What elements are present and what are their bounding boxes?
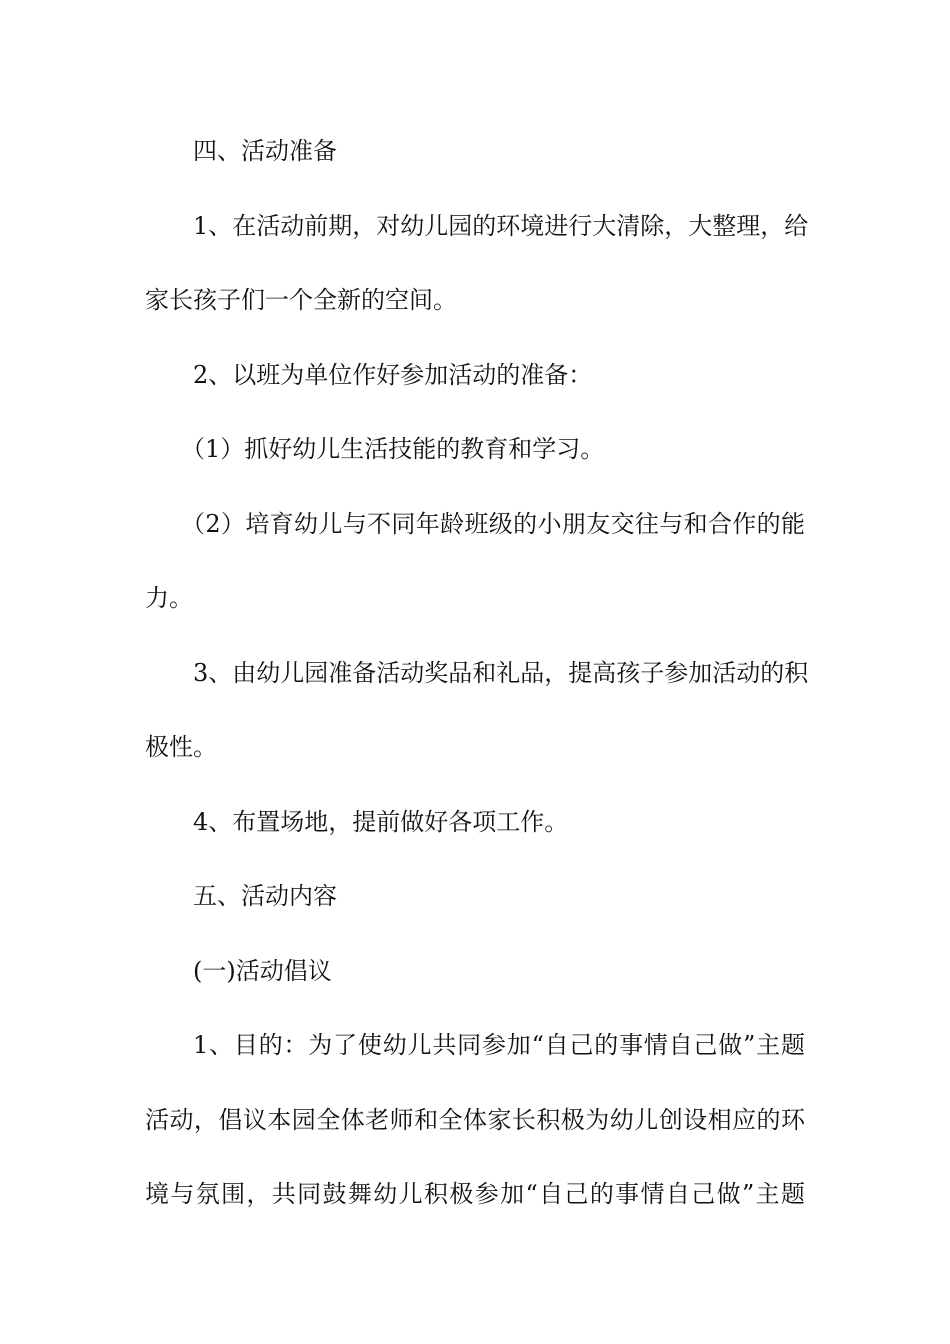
paragraph-line: （2）培育幼儿与不同年龄班级的小朋友交往与和合作的能 (181, 510, 805, 538)
section-heading-activity-content: 五、活动内容 (193, 882, 337, 910)
paragraph-line: 3、由幼儿园准备活动奖品和礼品，提高孩子参加活动的积 (193, 659, 809, 687)
paragraph-line: 1、目的：为了使幼儿共同参加“自己的事情自己做”主题 (193, 1031, 805, 1059)
paragraph-line: 2、以班为单位作好参加活动的准备： (193, 361, 593, 389)
subsection-heading-activity-proposal: (一)活动倡议 (193, 957, 332, 985)
paragraph-line: 4、布置场地，提前做好各项工作。 (193, 808, 569, 836)
section-heading-activity-preparation: 四、活动准备 (193, 137, 337, 165)
paragraph-line: 1、在活动前期，对幼儿园的环境进行大清除，大整理，给 (193, 212, 809, 240)
paragraph-line: 极性。 (145, 733, 217, 761)
paragraph-line: 活动，倡议本园全体老师和全体家长积极为幼儿创设相应的环 (145, 1106, 805, 1134)
paragraph-line: （1）抓好幼儿生活技能的教育和学习。 (181, 435, 605, 463)
paragraph-line: 力。 (145, 584, 193, 612)
paragraph-line: 境与氛围，共同鼓舞幼儿积极参加“自己的事情自己做”主题 (145, 1180, 805, 1208)
paragraph-line: 家长孩子们一个全新的空间。 (145, 286, 457, 314)
